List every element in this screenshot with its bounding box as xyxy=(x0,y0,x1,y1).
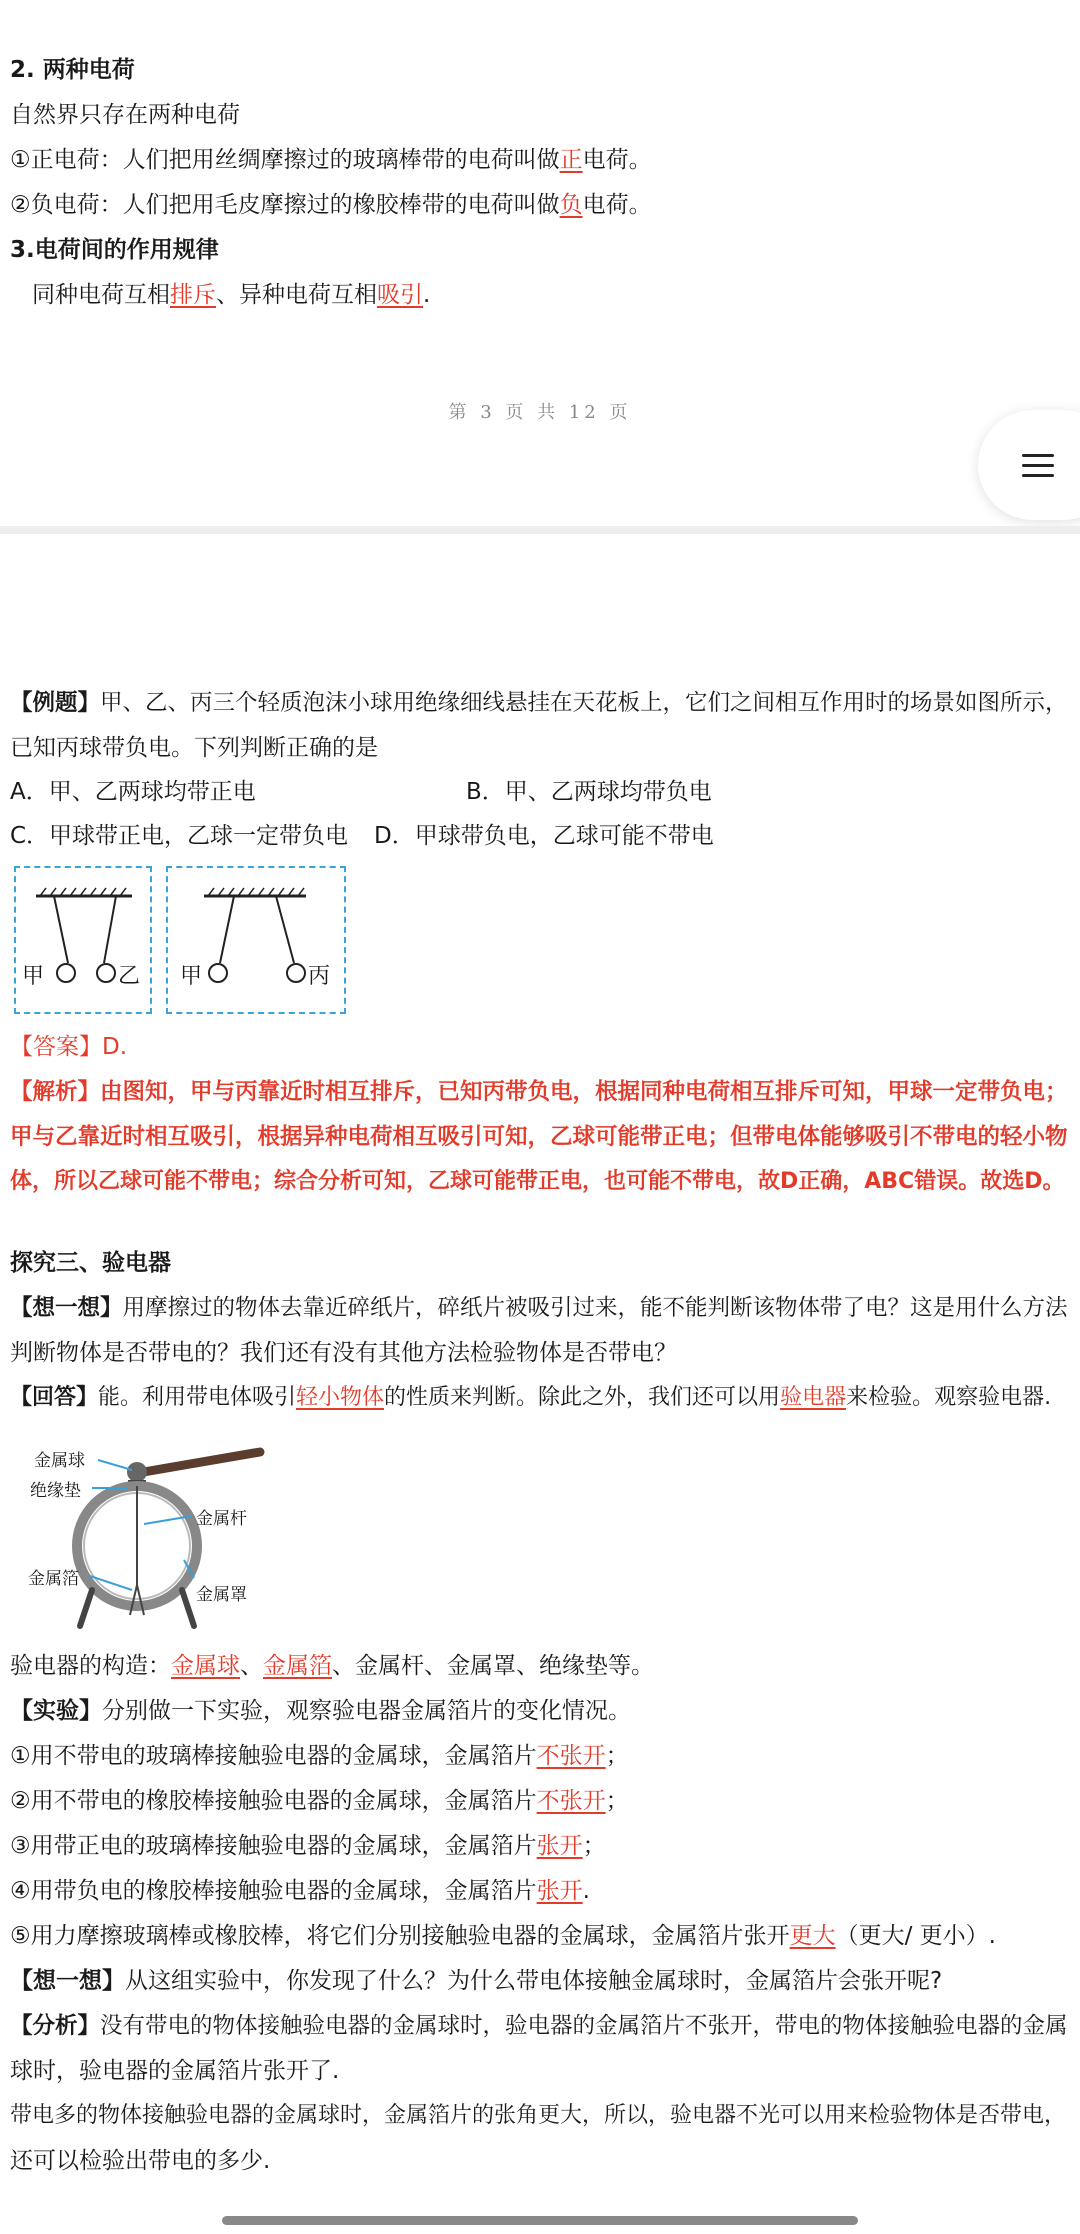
analysis-para-line-2: 球时，验电器的金属箔片张开了. xyxy=(10,2058,340,2084)
section-heading-law: 3.电荷间的作用规律 xyxy=(10,237,219,263)
answer-blank: 轻小物体 xyxy=(296,1385,385,1410)
ball-yi xyxy=(97,964,115,982)
answer-blank: 张开 xyxy=(536,1833,583,1859)
law-line: 同种电荷互相排斥、异种电荷互相吸引. xyxy=(32,282,431,308)
experiment-3: ③用带正电的玻璃棒接触验电器的金属球，金属箔片张开； xyxy=(10,1833,606,1859)
section-heading-electroscope: 探究三、验电器 xyxy=(10,1250,171,1276)
figure-jia-yi xyxy=(14,866,152,1014)
analysis-para-line-3: 带电多的物体接触验电器的金属球时，金属箔片的张角更大，所以，验电器不光可以用来检验物体是否带电， xyxy=(10,2103,1067,2128)
option-a: A．甲、乙两球均带正电 xyxy=(10,779,256,805)
ball-label: 甲 xyxy=(22,964,45,989)
ball-label: 丙 xyxy=(308,964,331,989)
answer-blank: 验电器 xyxy=(780,1385,847,1410)
label-insulating-pad: 绝缘垫 xyxy=(30,1481,81,1501)
electroscope-diagram xyxy=(20,1440,280,1636)
answer-blank: 更大 xyxy=(789,1923,836,1949)
example-question-line-2: 已知丙球带负电。下列判断正确的是 xyxy=(10,735,378,761)
structure-line: 验电器的构造：金属球、金属箔、金属杆、金属罩、绝缘垫等。 xyxy=(10,1653,654,1679)
ball-bing xyxy=(287,964,305,982)
think-line-2: 判断物体是否带电的？我们还有没有其他方法检验物体是否带电？ xyxy=(10,1340,677,1366)
analysis-para-line-4: 还可以检验出带电的多少. xyxy=(10,2148,271,2174)
text-line: 自然界只存在两种电荷 xyxy=(10,102,240,128)
ball-jia xyxy=(57,964,75,982)
answer-blank: 吸引 xyxy=(377,282,423,308)
answer-blank: 不张开 xyxy=(536,1743,606,1769)
experiment-intro: 【实验】分别做一下实验，观察验电器金属箔片的变化情况。 xyxy=(10,1698,631,1724)
label-metal-ball: 金属球 xyxy=(34,1451,85,1471)
answer-blank: 正 xyxy=(559,147,583,173)
example-question-line-1: 【例题】甲、乙、丙三个轻质泡沫小球用绝缘细线悬挂在天花板上，它们之间相互作用时的场景如图所示， xyxy=(10,690,1068,716)
think-again-line: 【想一想】从这组实验中，你发现了什么？为什么带电体接触金属球时，金属箔片会张开呢? xyxy=(10,1968,943,1994)
answer-blank: 金属箔 xyxy=(263,1653,332,1679)
answer-blank: 负 xyxy=(559,192,583,218)
pendulum-diagram xyxy=(16,868,150,1012)
page-indicator: 第 3 页 共 12 页 xyxy=(448,402,632,423)
section-heading-charges: 2. 两种电荷 xyxy=(10,57,135,83)
page-divider xyxy=(0,526,1080,534)
think-line-1: 【想一想】用摩擦过的物体去靠近碎纸片，碎纸片被吸引过来，能不能判断该物体带了电？这是用什么方法 xyxy=(10,1295,1068,1321)
label-metal-foil: 金属箔 xyxy=(28,1569,79,1589)
ball-label: 乙 xyxy=(118,964,141,989)
home-indicator[interactable] xyxy=(222,2216,858,2225)
positive-charge-line: ①正电荷：人们把用丝绸摩擦过的玻璃棒带的电荷叫做正电荷。 xyxy=(10,147,652,173)
answer-blank: 张开 xyxy=(536,1878,583,1904)
analysis-line-2: 甲与乙靠近时相互吸引，根据异种电荷相互吸引可知，乙球可能带正电；但带电体能够吸引不带电的轻小物 xyxy=(10,1124,1068,1150)
ball-jia xyxy=(209,964,227,982)
menu-button[interactable] xyxy=(978,410,1080,520)
negative-charge-line: ②负电荷：人们把用毛皮摩擦过的橡胶棒带的电荷叫做负电荷。 xyxy=(10,192,652,218)
experiment-1: ①用不带电的玻璃棒接触验电器的金属球，金属箔片不张开； xyxy=(10,1743,629,1769)
answer-blank: 金属球 xyxy=(171,1653,240,1679)
answer-blank: 不张开 xyxy=(536,1788,606,1814)
figure-jia-bing xyxy=(166,866,346,1014)
analysis-para-line-1: 【分析】没有带电的物体接触验电器的金属球时，验电器的金属箔片不张开，带电的物体接触验电器的金属 xyxy=(10,2013,1068,2039)
experiment-2: ②用不带电的橡胶棒接触验电器的金属球，金属箔片不张开； xyxy=(10,1788,629,1814)
answer-blank: 排斥 xyxy=(170,282,216,308)
answer-line: 【答案】D. xyxy=(10,1034,128,1060)
option-c: C．甲球带正电，乙球一定带负电 xyxy=(10,823,349,849)
experiment-4: ④用带负电的橡胶棒接触验电器的金属球，金属箔片张开. xyxy=(10,1878,590,1904)
option-b: B．甲、乙两球均带负电 xyxy=(466,779,712,805)
experiment-5: ⑤用力摩擦玻璃棒或橡胶棒，将它们分别接触验电器的金属球，金属箔片张开更大（更大/ 更小）. xyxy=(10,1923,996,1949)
pendulum-diagram xyxy=(168,868,344,1012)
reply-line: 【回答】能。利用带电体吸引轻小物体的性质来判断。除此之外，我们还可以用验电器来检验。观察验电器. xyxy=(10,1385,1052,1410)
analysis-line-1: 【解析】由图知，甲与丙靠近时相互排斥，已知丙带负电，根据同种电荷相互排斥可知，甲球一定带负电； xyxy=(10,1079,1068,1105)
label-metal-cover: 金属罩 xyxy=(196,1585,247,1605)
analysis-line-3: 体，所以乙球可能不带电；综合分析可知，乙球可能带正电，也可能不带电，故D正确，ABC错误。故选D。 xyxy=(10,1169,1065,1194)
ball-label: 甲 xyxy=(180,964,203,989)
option-d: D．甲球带负电，乙球可能不带电 xyxy=(374,823,714,849)
label-metal-rod: 金属杆 xyxy=(196,1509,247,1529)
